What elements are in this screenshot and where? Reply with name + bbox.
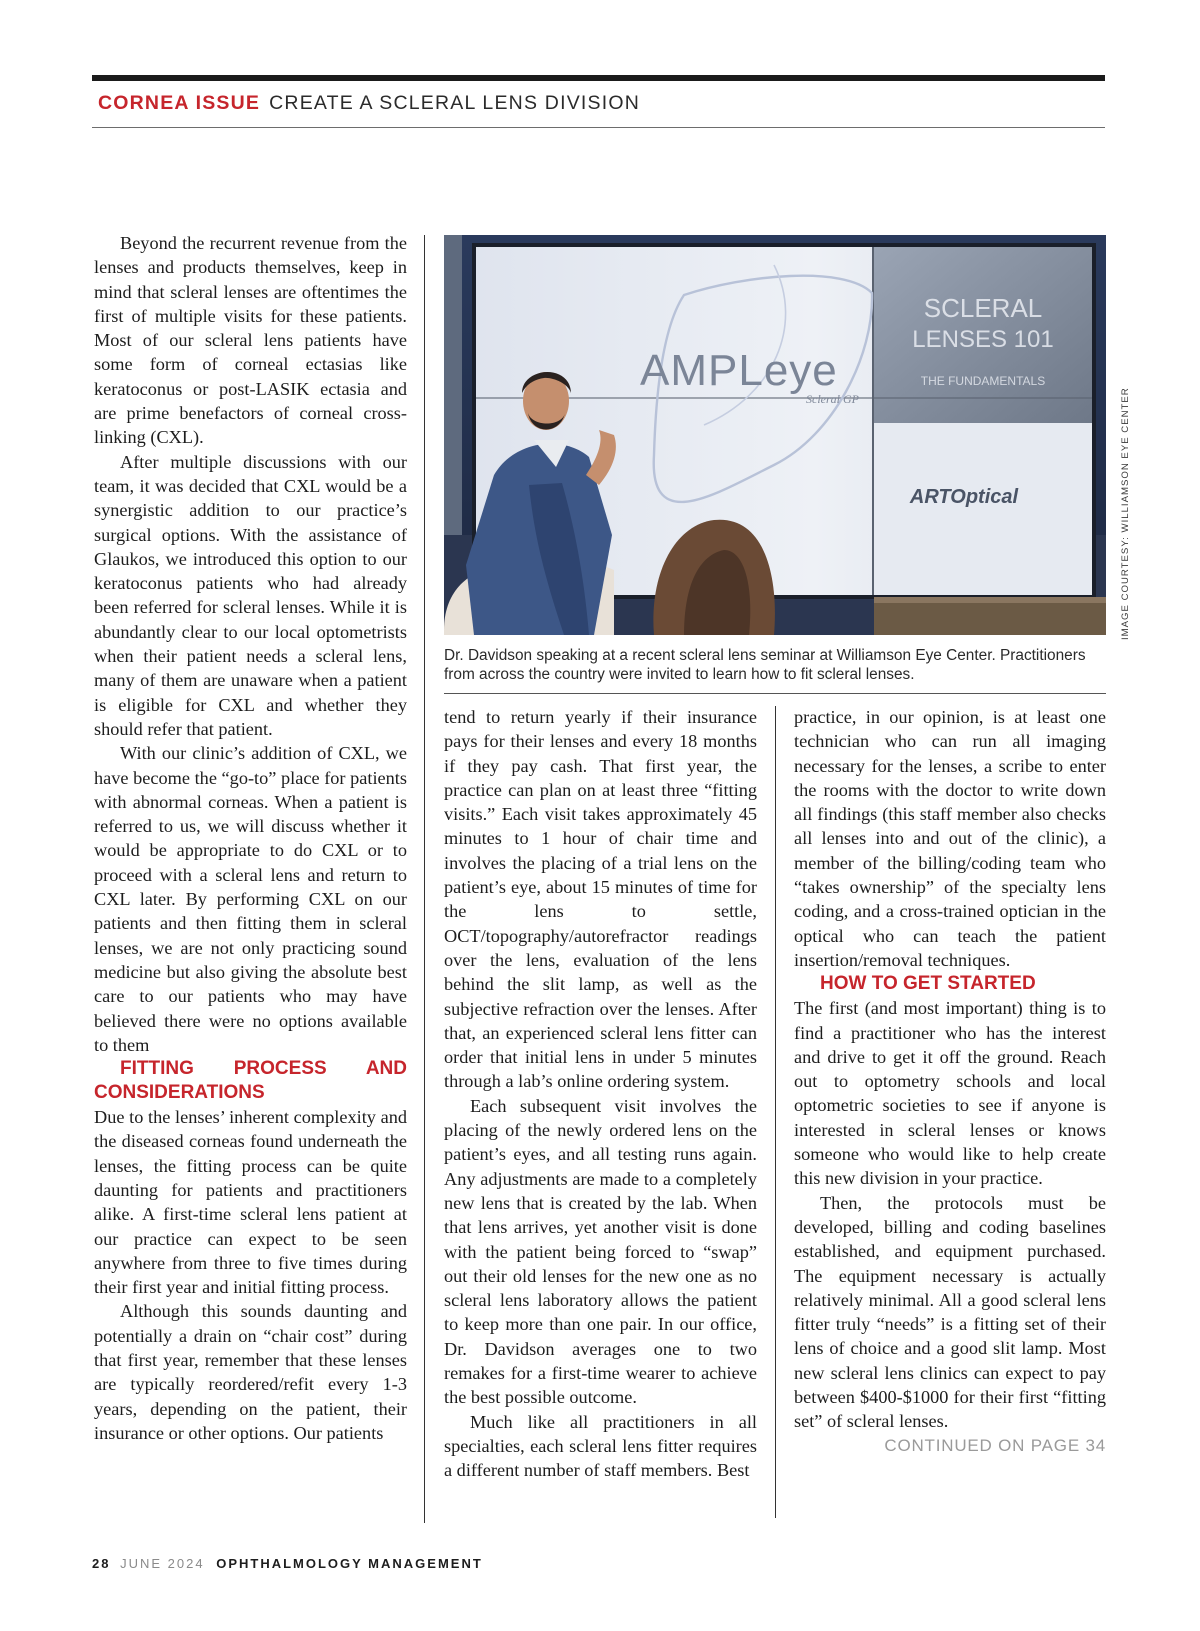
screen-subtitle: THE FUNDAMENTALS xyxy=(920,374,1046,388)
paragraph: practice, in our opinion, is at least one technician who can run all imaging necessary for the lenses, a scribe to enter the rooms with the doctor to write down all findings (this staff member also checks all lenses into and out of the clinic), a member of the billing/coding team who “takes ownership” of the specialty lens coding, and a cross-trained optician in the optical who can teach the patient insertion/removal techniques. xyxy=(794,707,1106,970)
issue-date: JUNE 2024 xyxy=(120,1556,205,1571)
subheading-how-to-get-started: HOW TO GET STARTED xyxy=(820,973,1036,995)
article-title: CREATE A SCLERAL LENS DIVISION xyxy=(269,92,640,114)
paragraph: The first (and most important) thing is to find a practitioner who has the interest and drive to get it off the ground. Reach out to optometry schools and local optometric societies to see if anyone is interested in scleral lenses or knows someone who would like to help create this new division in your practice. xyxy=(794,998,1106,1189)
screen-logo: AMPLeye xyxy=(640,346,838,395)
section-header xyxy=(98,92,640,115)
screen-title-1: SCLERAL xyxy=(923,293,1043,323)
image-credit: IMAGE COURTESY: WILLIAMSON EYE CENTER xyxy=(1120,387,1131,640)
column-1 xyxy=(94,231,407,1445)
paragraph: With our clinic’s addition of CXL, we have become the “go-to” place for patients with abnormal corneas. When a patient is referred to us, we will discuss whether it would be appropriate to do CXL or to proceed with a scleral lens and return to CXL later. By performing CXL on our patients and then fitting them in scleral lenses, we are not only practicing sound medicine but also giving the absolute best care to our patients who may have believed there were no options available to them xyxy=(94,743,407,1055)
seminar-photo xyxy=(444,235,1106,635)
top-rule xyxy=(92,75,1105,81)
photo-caption: Dr. Davidson speaking at a recent scleral lens seminar at Williamson Eye Center. Practitioners from across the country were invited to learn how to fit scleral lenses. xyxy=(444,647,1086,683)
screen-logo-sub: Scleral GP xyxy=(806,392,859,406)
subheading-fitting-process: FITTING PROCESS AND CONSIDERATIONS xyxy=(94,1058,407,1104)
section-label: CORNEA ISSUE xyxy=(98,92,261,114)
column-3 xyxy=(794,705,1106,1458)
paragraph: Much like all practitioners in all specialties, each scleral lens fitter requires a different number of staff members. Best xyxy=(444,1411,757,1481)
continued-on-link[interactable]: CONTINUED ON PAGE 34 xyxy=(884,1435,1106,1455)
magazine-name: OPHTHALMOLOGY MANAGEMENT xyxy=(216,1556,483,1571)
page-number: 28 xyxy=(92,1556,111,1571)
column-divider xyxy=(775,706,776,1518)
header-rule xyxy=(92,127,1105,128)
paragraph: After multiple discussions with our team, it was decided that CXL would be a synergistic addition to our practice’s surgical options. With the assistance of Glaukos, we introduced this option to our keratoconus patients who had already been referred for scleral lenses. While it is abundantly clear to our local optometrists when their patient needs a scleral lens, many of them are unaware when a patient is eligible for CXL and whether they should refer that patient. xyxy=(94,451,407,739)
paragraph: Each subsequent visit involves the placing of the newly ordered lens on the patient’s eyes, and all testing runs again. Any adjustments are made to a completely new lens that is created by the lab. When that lens arrives, yet another visit is done with the patient being forced to “swap” out their old lenses for the new one as no scleral lens laboratory allows the patient to keep more than one pair. In our office, Dr. Davidson averages one to two remakes for a first-time wearer to achieve the best possible outcome. xyxy=(444,1095,757,1408)
column-2 xyxy=(444,705,757,1483)
caption-rule xyxy=(444,693,1106,694)
page-footer xyxy=(92,1556,483,1571)
paragraph: Although this sounds daunting and potentially a drain on “chair cost” during that first year, remember that these lenses are typically reordered/refit every 1-3 years, depending on the patient, their insurance or other options. Our patients xyxy=(94,1301,407,1443)
screen-title-2: LENSES 101 xyxy=(912,326,1054,353)
paragraph: Beyond the recurrent revenue from the lenses and products themselves, keep in mind that scleral lenses are oftentimes the first of multiple visits for these patients. Most of our scleral lens patients have some form of corneal ectasias like keratoconus or post-LASIK ectasia and are prime benefactors of corneal cross-linking (CXL). xyxy=(94,233,407,448)
paragraph: Then, the protocols must be developed, billing and coding baselines established, and equipment purchased. The equipment necessary is actually relatively minimal. All a good scleral lens fitter truly “needs” is a fitting set of their lens of choice and a good slit lamp. Most new scleral lens clinics can expect to pay between $400-$1000 for their first “fitting set” of scleral lenses. xyxy=(794,1192,1106,1432)
paragraph: tend to return yearly if their insurance pays for their lenses and every 18 months if they pay cash. That first year, the practice can plan on at least three “fitting visits.” Each visit takes approximately 45 minutes to 1 hour of chair time and involves the placing of a trial lens on the patient’s eye, about 15 minutes of time for the lens to settle, OCT/topography/autorefractor readings over the lens, evaluation of the lens behind the slit lamp, as well as the subjective refraction over the lenses. After that, an experienced scleral lens fitter can order that initial lens in under 5 minutes through a lab’s online ordering system. xyxy=(444,707,757,1092)
paragraph: Due to the lenses’ inherent complexity and the diseased corneas found underneath the lenses, the fitting process can be quite daunting for patients and practitioners alike. A first-time scleral lens patient at our practice can expect to be seen anywhere from three to five times during their first year and initial fitting process. xyxy=(94,1107,407,1298)
column-divider xyxy=(424,235,425,1523)
screen-brand: ARTOptical xyxy=(909,486,1019,508)
